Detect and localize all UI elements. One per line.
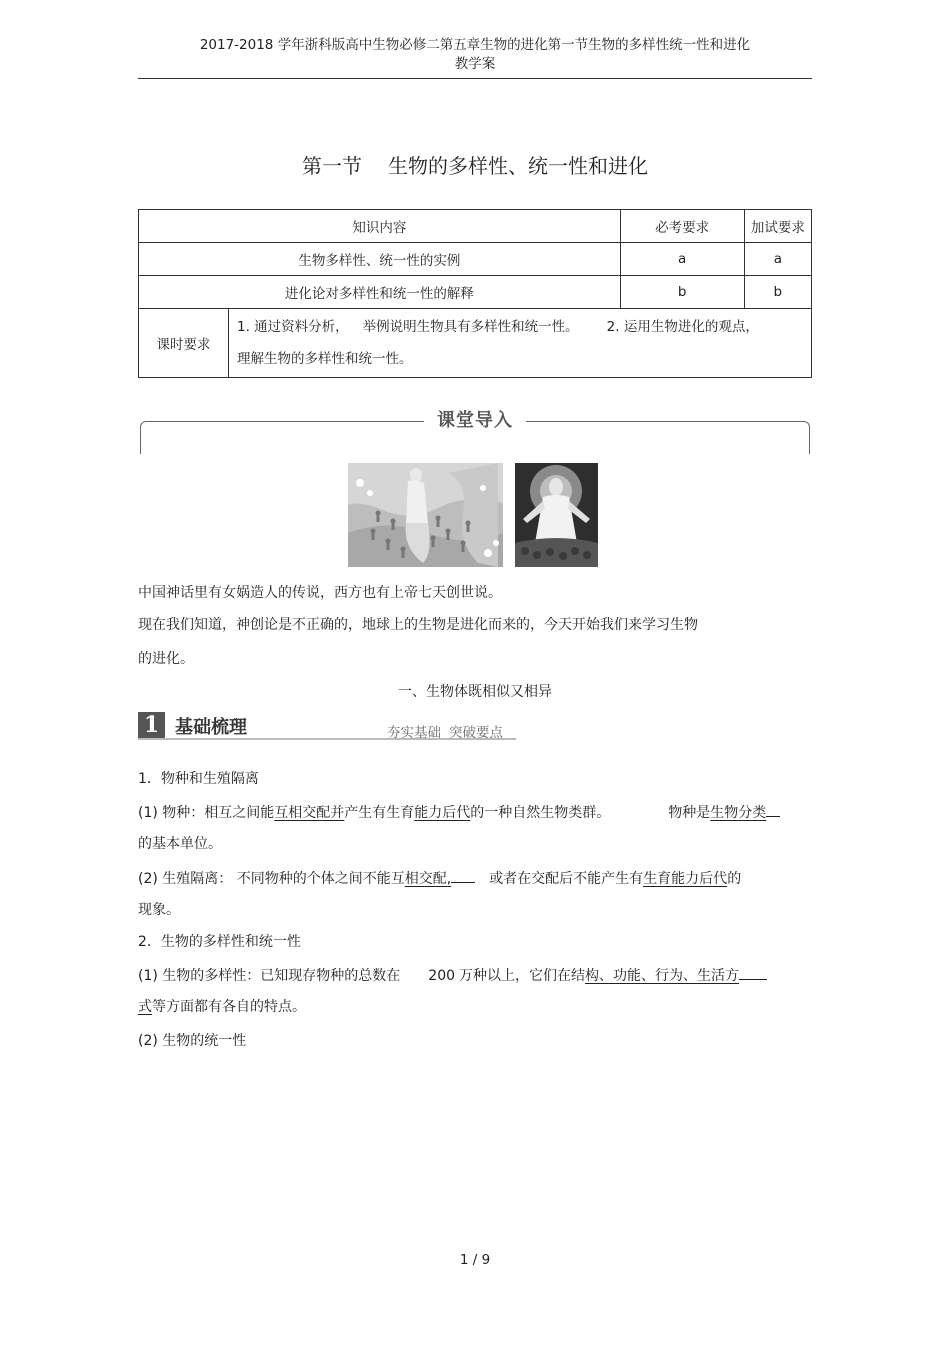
item2-1-prefix: (1) 生物的多样性：已知现存物种的总数在 bbox=[138, 968, 401, 984]
cell-required: b bbox=[620, 276, 744, 309]
basics-title: 基础梳理 bbox=[175, 717, 247, 738]
fill-blank: 生育能力后代 bbox=[643, 871, 728, 887]
item1-1-line1 bbox=[138, 801, 812, 822]
fill-blank: 生物分类 bbox=[710, 805, 767, 821]
requirements-table bbox=[138, 209, 812, 378]
table-row bbox=[139, 243, 812, 276]
fill-blank: 互相交配并 bbox=[274, 805, 345, 821]
cell-content: 生物多样性、统一性的实例 bbox=[139, 243, 621, 276]
document-header bbox=[138, 36, 812, 74]
item1-2-prefix: (2) 生殖隔离： 不同物种的个体之间不能互 bbox=[138, 871, 405, 887]
basics-subtitle bbox=[387, 721, 503, 741]
fill-blank-line bbox=[739, 964, 767, 980]
cell-extra: b bbox=[744, 276, 811, 309]
item1-2-suffix: 的 bbox=[727, 871, 742, 887]
fill-blank: 构、功能、行为、生活方 bbox=[585, 968, 740, 984]
section-title bbox=[138, 150, 812, 179]
table-header-row bbox=[139, 210, 812, 243]
header-cell-required: 必考要求 bbox=[620, 210, 744, 243]
fill-blank: 相交配, bbox=[404, 871, 452, 887]
intro-paragraph-2-line2: 的进化。 bbox=[138, 651, 194, 667]
item1-1-suffix: 的一种自然生物类群。 bbox=[470, 805, 611, 821]
intro-paragraph-2-line1: 现在我们知道，神创论是不正确的，地球上的生物是进化而来的，今天开始我们来学习生物 bbox=[138, 617, 698, 633]
item2-1-line1 bbox=[138, 964, 812, 985]
nuwa-illustration-image bbox=[348, 463, 503, 567]
basics-number-badge: 1 bbox=[138, 712, 165, 739]
item2-1-suffix: 等方面都有各自的特点。 bbox=[152, 999, 306, 1015]
cell-extra: a bbox=[744, 243, 811, 276]
item1-1-tail: 物种是 bbox=[668, 805, 711, 821]
header-title-line1: 2017-2018 学年浙科版高中生物必修二第五章生物的进化第一节生物的多样性统一性和进化 bbox=[199, 37, 751, 53]
header-title-line2: 教学案 bbox=[454, 56, 496, 72]
goal-line2: 理解生物的多样性和统一性。 bbox=[237, 351, 413, 367]
section-number: 第一节 bbox=[302, 154, 362, 178]
basics-subtitle-1: 夯实基础 bbox=[387, 725, 441, 741]
goal-part3: 2. 运用生物进化的观点， bbox=[606, 319, 759, 335]
table-row bbox=[139, 276, 812, 309]
header-cell-extra: 加试要求 bbox=[744, 210, 811, 243]
item1-title: 1．物种和生殖隔离 bbox=[138, 771, 259, 787]
cell-required: a bbox=[620, 243, 744, 276]
intro-label: 课堂导入 bbox=[424, 406, 526, 432]
item2-2: (2) 生物的统一性 bbox=[138, 1033, 247, 1049]
page-number: 1 / 9 bbox=[459, 1252, 491, 1268]
cell-content: 进化论对多样性和统一性的解释 bbox=[139, 276, 621, 309]
item1-2-line2: 现象。 bbox=[138, 902, 180, 918]
item1-1-prefix: (1) 物种：相互之间能 bbox=[138, 805, 275, 821]
section-name: 生物的多样性、统一性和进化 bbox=[388, 154, 648, 178]
fill-blank: 式 bbox=[138, 999, 152, 1015]
item2-1-mid: 万种以上，它们在结 bbox=[459, 968, 586, 984]
header-cell-content: 知识内容 bbox=[139, 210, 621, 243]
goal-part1: 1. 通过资料分析， bbox=[237, 319, 349, 335]
goal-label: 课时要求 bbox=[139, 309, 229, 378]
goal-row bbox=[139, 309, 812, 378]
subheading: 一、生物体既相似又相异 bbox=[398, 684, 552, 700]
item2-1-number: 200 bbox=[428, 968, 456, 984]
item2-title: 2．生物的多样性和统一性 bbox=[138, 934, 301, 950]
item2-1-line2 bbox=[138, 996, 306, 1016]
basics-subtitle-2: 突破要点 bbox=[449, 725, 503, 741]
goal-part2: 举例说明生物具有多样性和统一性。 bbox=[362, 319, 579, 335]
fill-blank-line bbox=[766, 801, 780, 817]
intro-paragraph-1: 中国神话里有女娲造人的传说，西方也有上帝七天创世说。 bbox=[138, 585, 502, 601]
header-divider bbox=[138, 78, 812, 79]
item1-1-line2: 的基本单位。 bbox=[138, 836, 222, 852]
goal-text bbox=[229, 309, 812, 378]
fill-blank-line bbox=[451, 867, 475, 883]
item1-2-mid: 或者在交配后不能产生有 bbox=[489, 871, 644, 887]
fill-blank: 能力后代 bbox=[414, 805, 471, 821]
creation-figure-image bbox=[515, 463, 598, 567]
item1-1-mid: 产生有生育 bbox=[344, 805, 415, 821]
item1-2-line1 bbox=[138, 867, 812, 888]
